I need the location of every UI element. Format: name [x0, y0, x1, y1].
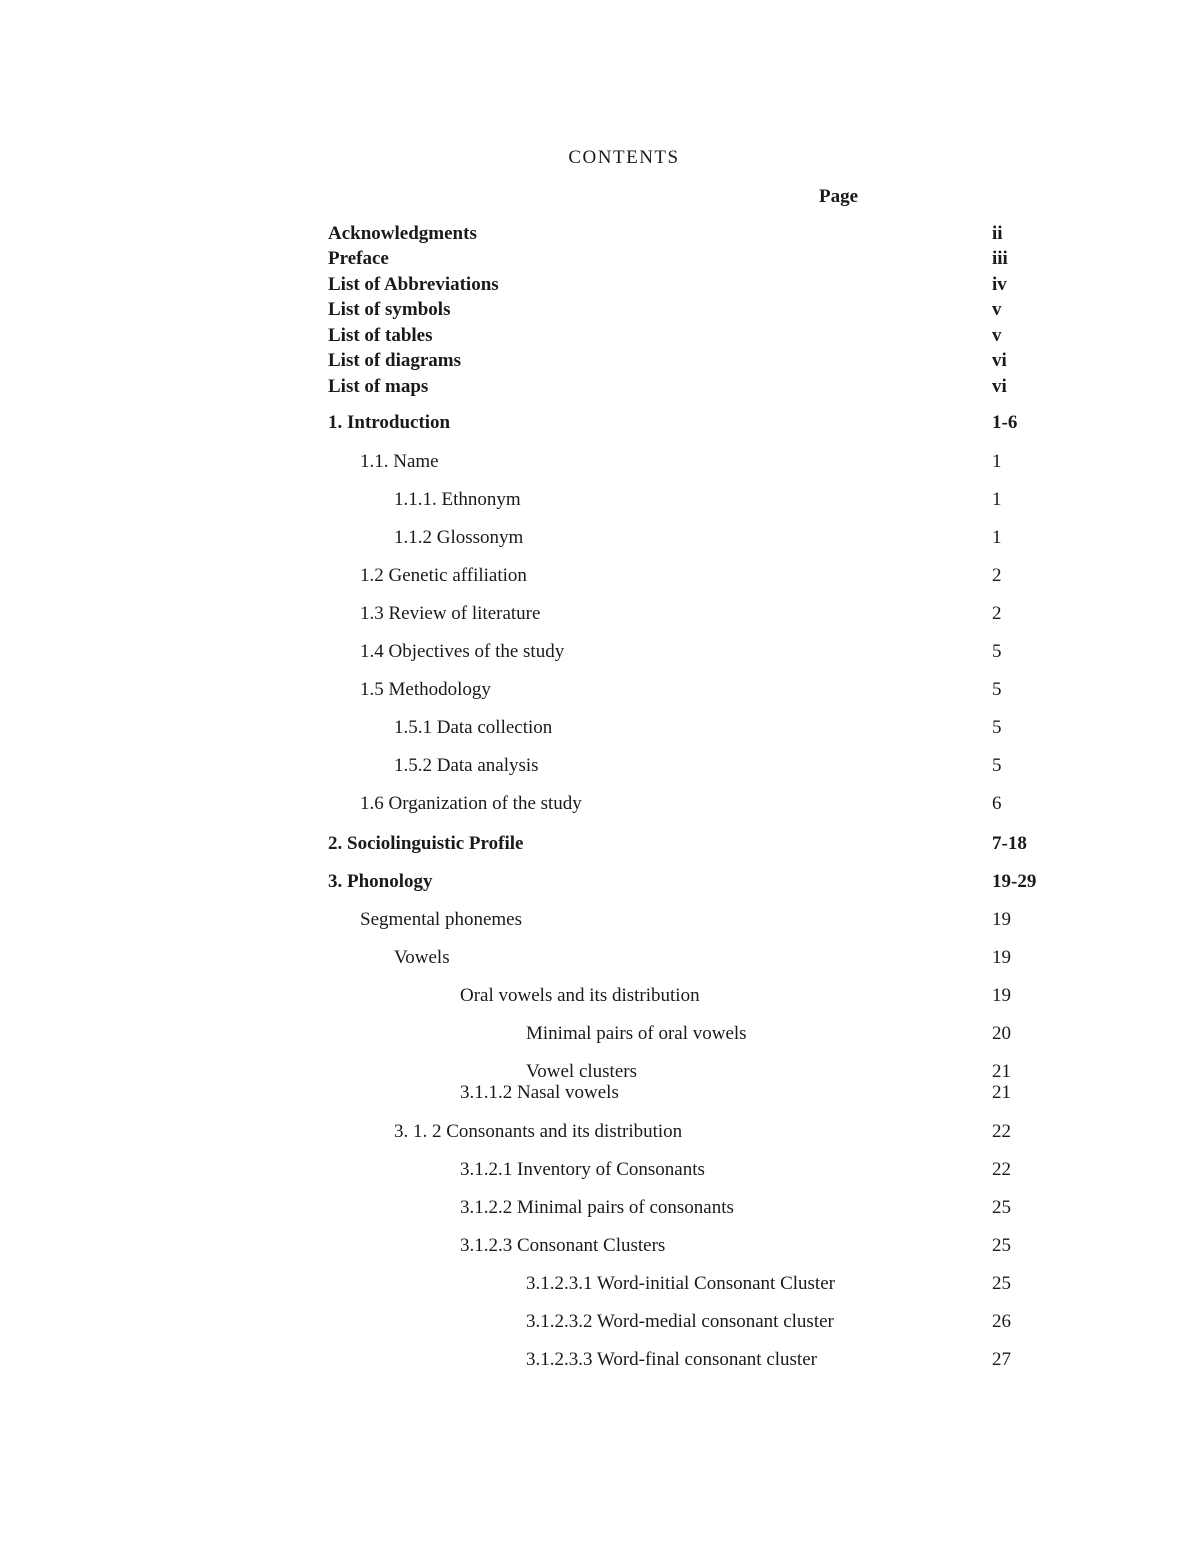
toc-entry-label: 1.6 Organization of the study [360, 793, 582, 814]
toc-entry [0, 1158, 1200, 1182]
toc-entry-page: 1 [992, 489, 1002, 510]
toc-entry-page: 2 [992, 603, 1002, 624]
toc-entry-page: 7-18 [992, 833, 1027, 854]
toc-entry-label: 1. Introduction [328, 412, 451, 433]
toc-entry [0, 1081, 1200, 1105]
toc-entry-label: Oral vowels and its distribution [460, 985, 700, 1006]
toc-entry-label: Minimal pairs of oral vowels [526, 1023, 747, 1044]
toc-entry-page: 21 [992, 1082, 1011, 1103]
toc-entry [0, 716, 1200, 740]
page-column-header: Page [819, 186, 859, 207]
toc-entry-page: v [992, 299, 1002, 320]
toc-entry-label: 1.3 Review of literature [360, 603, 541, 624]
toc-entry-page: iii [992, 248, 1008, 269]
toc-entry-label: Vowel clusters [526, 1061, 637, 1082]
toc-chapter-sociolinguistic-profile [0, 832, 1200, 856]
toc-entry-page: 5 [992, 717, 1002, 738]
toc-entry-label: 3. 1. 2 Consonants and its distribution [394, 1121, 683, 1142]
toc-entry [0, 1022, 1200, 1046]
toc-entry-label: Preface [328, 248, 389, 269]
toc-entry-page: 19 [992, 909, 1011, 930]
toc-entry-label: 3.1.2.1 Inventory of Consonants [460, 1159, 705, 1180]
toc-entry-page: iv [992, 274, 1007, 295]
toc-entry-page: 5 [992, 641, 1002, 662]
toc-entry-label: 1.2 Genetic affiliation [360, 565, 527, 586]
toc-entry [0, 1272, 1200, 1296]
toc-entry [0, 1196, 1200, 1220]
toc-chapter-phonology [0, 870, 1200, 894]
toc-entry-label: 3.1.1.2 Nasal vowels [460, 1082, 619, 1103]
toc-entry [0, 946, 1200, 970]
toc-entry-label: 1.5.2 Data analysis [394, 755, 539, 776]
toc-entry-label: List of diagrams [328, 350, 461, 371]
toc-entry-page: 6 [992, 793, 1002, 814]
toc-entry-label: 1.4 Objectives of the study [360, 641, 565, 662]
toc-entry [0, 1234, 1200, 1258]
toc-entry-label: 1.5 Methodology [360, 679, 491, 700]
toc-entry [0, 1310, 1200, 1334]
toc-entry-page: 22 [992, 1121, 1011, 1142]
toc-entry-label: List of tables [328, 325, 433, 346]
toc-entry [0, 984, 1200, 1008]
toc-entry-label: 3.1.2.2 Minimal pairs of consonants [460, 1197, 734, 1218]
toc-entry-label: 3.1.2.3.3 Word-final consonant cluster [526, 1349, 817, 1370]
toc-entry-page: 25 [992, 1197, 1011, 1218]
toc-entry [0, 792, 1200, 816]
toc-entry-label: 1.1.1. Ethnonym [394, 489, 521, 510]
toc-entry-label: List of symbols [328, 299, 451, 320]
toc-entry [0, 1120, 1200, 1144]
toc-entry [0, 678, 1200, 702]
toc-entry [0, 488, 1200, 512]
toc-entry [0, 1348, 1200, 1372]
toc-entry-label: 2. Sociolinguistic Profile [328, 833, 524, 854]
toc-entry [0, 602, 1200, 626]
toc-entry-page: 1-6 [992, 412, 1018, 433]
toc-entry-page: 26 [992, 1311, 1011, 1332]
toc-entry [0, 754, 1200, 778]
toc-entry [0, 450, 1200, 474]
toc-entry-label: Segmental phonemes [360, 909, 522, 930]
toc-entry-acknowledgments [0, 222, 1200, 246]
toc-entry-label: Acknowledgments [328, 223, 477, 244]
toc-entry-label: 1.1. Name [360, 451, 439, 472]
toc-entry-page: 19-29 [992, 871, 1037, 892]
toc-entry-label: List of maps [328, 376, 429, 397]
toc-entry-page: 27 [992, 1349, 1011, 1370]
toc-entry-label: 3.1.2.3.1 Word-initial Consonant Cluster [526, 1273, 835, 1294]
toc-entry [0, 640, 1200, 664]
toc-entry-list-of-diagrams [0, 349, 1200, 373]
toc-entry-page: 25 [992, 1273, 1011, 1294]
toc-entry-page: vi [992, 350, 1007, 371]
toc-entry-page: 1 [992, 451, 1002, 472]
toc-chapter-introduction [0, 411, 1200, 435]
toc-entry-page: 22 [992, 1159, 1011, 1180]
toc-entry-page: v [992, 325, 1002, 346]
toc-entry-list-of-tables [0, 324, 1200, 348]
toc-entry-label: 3. Phonology [328, 871, 433, 892]
toc-entry-page: 21 [992, 1061, 1011, 1082]
toc-entry-page: 25 [992, 1235, 1011, 1256]
toc-entry-label: 1.1.2 Glossonym [394, 527, 524, 548]
toc-entry [0, 526, 1200, 550]
toc-entry-page: 5 [992, 755, 1002, 776]
toc-entry-label: Vowels [394, 947, 450, 968]
toc-entry [0, 908, 1200, 932]
toc-entry-label: 1.5.1 Data collection [394, 717, 553, 738]
toc-entry-page: 20 [992, 1023, 1011, 1044]
toc-entry-label: List of Abbreviations [328, 274, 499, 295]
toc-entry-label: 3.1.2.3 Consonant Clusters [460, 1235, 666, 1256]
toc-entry-page: 5 [992, 679, 1002, 700]
toc-entry-list-of-abbreviations [0, 273, 1200, 297]
toc-entry-page: 19 [992, 947, 1011, 968]
toc-entry-page: ii [992, 223, 1003, 244]
toc-entry-label: 3.1.2.3.2 Word-medial consonant cluster [526, 1311, 834, 1332]
page-title: CONTENTS [568, 147, 680, 168]
toc-entry-page: 19 [992, 985, 1011, 1006]
toc-entry-list-of-maps [0, 375, 1200, 399]
toc-entry-page: 1 [992, 527, 1002, 548]
toc-entry-page: 2 [992, 565, 1002, 586]
toc-entry-page: vi [992, 376, 1007, 397]
toc-entry-preface [0, 247, 1200, 271]
toc-entry [0, 564, 1200, 588]
toc-entry-list-of-symbols [0, 298, 1200, 322]
